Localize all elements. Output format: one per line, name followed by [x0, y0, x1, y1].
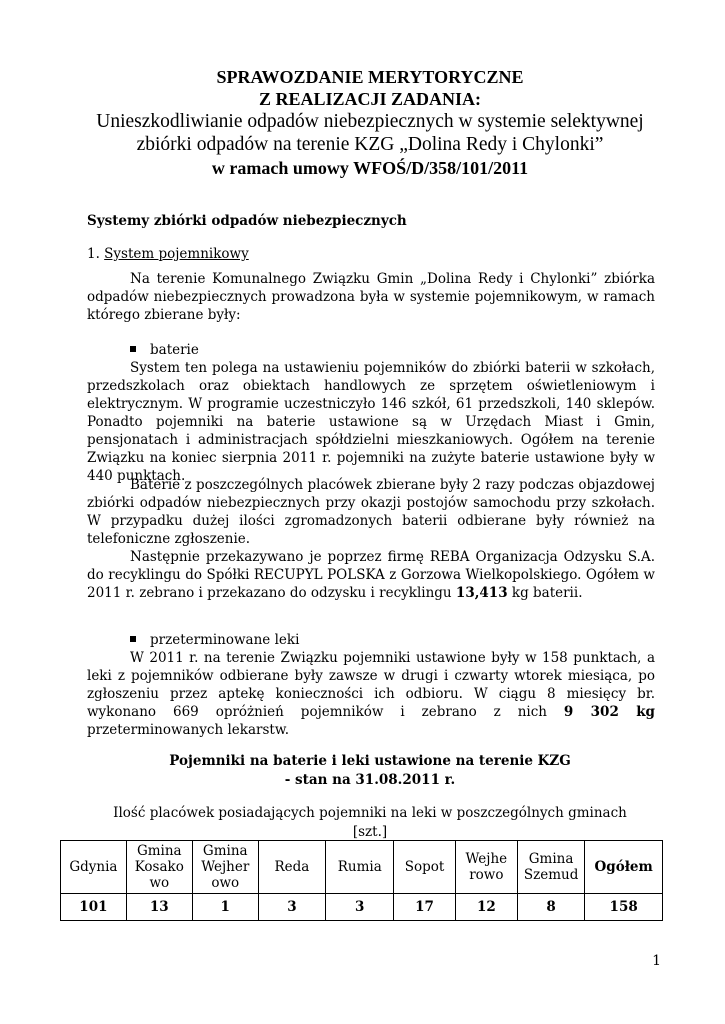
header-cell: Rumia — [326, 841, 394, 894]
value-cell: 17 — [394, 894, 455, 921]
bullet-batteries — [130, 341, 199, 359]
section-heading: Systemy zbiórki odpadów niebezpiecznych — [87, 213, 407, 229]
value-cell: 101 — [61, 894, 127, 921]
title-line-5: w ramach umowy WFOŚ/D/358/101/2011 — [211, 158, 529, 178]
bullet-medicines-label: przeterminowane leki — [150, 632, 300, 648]
containers-table — [60, 840, 663, 921]
intro-paragraph: Na terenie Komunalnego Związku Gmin „Dolina Redy i Chylonki” zbiórka odpadów niebezpiecznych prowadzona była w systemie pojemnikowym, w ramach którego zbierane były: — [87, 271, 655, 323]
batteries-paragraph-2: Baterie z poszczególnych placówek zbierane były 2 razy podczas objazdowej zbiórki odpadów niebezpiecznych przy okazji postojów samochodu przy szkołach. W przypadku dużej ilości zgromadzonych baterii odbierane były również na telefoniczne zgłoszenie. — [87, 477, 655, 547]
table-title-line-1: Pojemniki na baterie i leki ustawione na terenie KZG — [169, 753, 571, 769]
header-cell: Gmina Kosakowo — [126, 841, 192, 894]
table-caption — [60, 804, 680, 842]
title-line-1: SPRAWOZDANIE MERYTORYCZNE — [216, 67, 524, 87]
bullet-batteries-label: baterie — [150, 342, 199, 358]
table-title-line-2: - stan na 31.08.2011 r. — [284, 772, 456, 788]
medicines-p1-tail: przeterminowanych lekarstw. — [87, 722, 290, 738]
value-cell-total: 158 — [585, 894, 663, 921]
batteries-paragraph-1: System ten polega na ustawieniu pojemników do zbiórki baterii w szkołach, przedszkolach oraz obiektach handlowych ze sprzętem oświetleniowym i elektrycznym. W programie uczestniczyło 146 szkół, 61 przedszkoli, 140 sklepów. Ponadto pojemniki na baterie ustawione są w Urzędach Miast i Gmin, pensjonatach i administracjach spółdzielni mieszkaniowych. Ogółem na terenie Związku na koniec sierpnia 2011 r. pojemniki na zużyte baterie ustawione były w 440 punktach. — [87, 360, 655, 484]
subsection-heading — [87, 246, 249, 262]
value-cell: 12 — [455, 894, 517, 921]
subsection-number: 1. — [87, 246, 105, 262]
value-cell: 1 — [192, 894, 258, 921]
header-cell: Reda — [258, 841, 325, 894]
header-cell: Sopot — [394, 841, 455, 894]
value-cell: 3 — [258, 894, 325, 921]
bullet-medicines — [130, 631, 299, 649]
header-cell-total: Ogółem — [585, 841, 663, 894]
table-values-row — [61, 894, 663, 921]
table-header-row — [61, 841, 663, 894]
page-number: 1 — [652, 953, 661, 969]
header-cell: Gmina Wejherowo — [192, 841, 258, 894]
report-title — [60, 66, 680, 180]
value-cell: 13 — [126, 894, 192, 921]
header-cell: Gdynia — [61, 841, 127, 894]
title-line-4: zbiórki odpadów na terenie KZG „Dolina Redy i Chylonki” — [136, 134, 604, 155]
batteries-p3-tail: kg baterii. — [507, 585, 583, 601]
value-cell: 3 — [326, 894, 394, 921]
table-caption-line-1: Ilość placówek posiadających pojemniki na leki w poszczególnych gminach — [113, 805, 627, 821]
bullet-square-icon — [130, 636, 136, 642]
table-title — [60, 752, 680, 790]
batteries-paragraph-3 — [87, 548, 655, 602]
batteries-p3-text: Następnie przekazywano je poprzez firmę REBA Organizacja Odzysku S.A. do recyklingu do Spółki RECUPYL POLSKA z Gorzowa Wielkopolskiego. Ogółem w 2011 r. zebrano i przekazano do odzysku i recyklingu — [87, 549, 655, 601]
bullet-square-icon — [130, 346, 136, 352]
header-cell: Wejherowo — [455, 841, 517, 894]
subsection-label: System pojemnikowy — [104, 246, 249, 262]
title-line-3: Unieszkodliwianie odpadów niebezpiecznych w systemie selektywnej — [96, 111, 644, 132]
value-cell: 8 — [517, 894, 584, 921]
medicines-amount: 9 302 kg — [563, 704, 655, 720]
batteries-amount: 13,413 — [455, 585, 508, 601]
table-caption-line-2: [szt.] — [352, 824, 388, 840]
header-cell: Gmina Szemud — [517, 841, 584, 894]
title-line-2: Z REALIZACJI ZADANIA: — [258, 89, 482, 109]
medicines-paragraph — [87, 649, 655, 739]
medicines-p1-text: W 2011 r. na terenie Związku pojemniki ustawione były w 158 punktach, a leki z pojemników odbierane były zawsze w drugi i czwarty wtorek miesiąca, po zgłoszeniu przez aptekę konieczności ich odbioru. W ciągu 8 miesięcy br. wykonano 669 opróżnień pojemników i zebrano z nich — [87, 650, 655, 720]
